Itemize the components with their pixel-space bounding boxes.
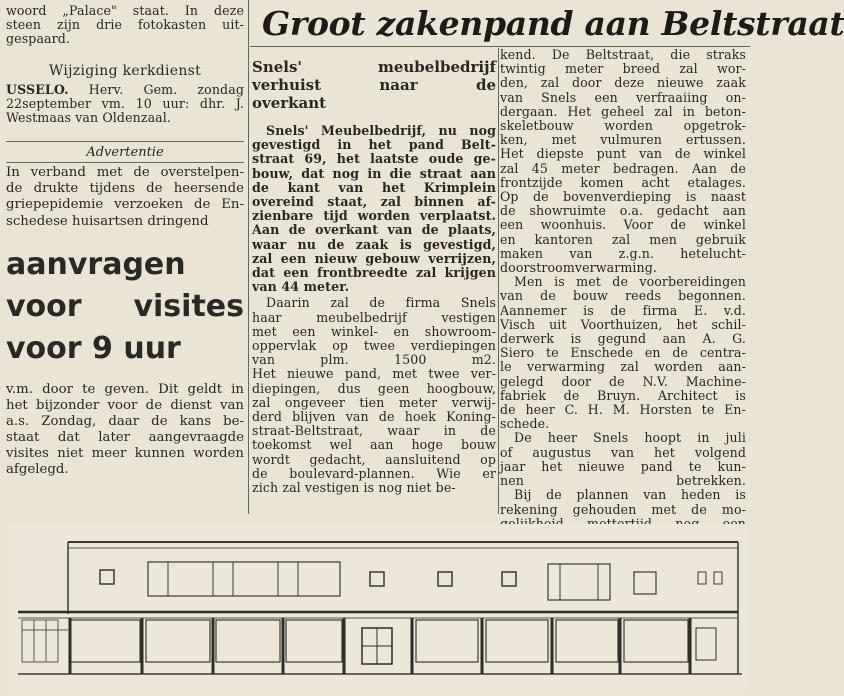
body-line: frontzijde komen acht etalages. [500, 174, 746, 190]
ad-text-line: In verband met de overstelpen- [6, 165, 244, 181]
ad-text-line: v.m. door te geven. Dit geldt in [6, 381, 244, 397]
lead-line: straat 69, het laatste oude ge- [252, 151, 496, 167]
body-line: met een winkel- en showroom- [252, 323, 496, 339]
body-line: jaar het nieuwe pand te kun- [500, 458, 746, 474]
body-line: toekomst wel aan hoge bouw [252, 437, 496, 453]
subhead-line: Snels' meubelbedrijf [252, 58, 496, 76]
article-subhead [252, 58, 496, 112]
text-line: 22september vm. 10 uur: dhr. J. [6, 95, 244, 111]
lead-line: Snels' Meubelbedrijf, nu nog [266, 123, 496, 138]
body-line: Op de bovenverdieping is naast [500, 189, 746, 205]
body-line: gelegd door de N.V. Machine- [500, 373, 746, 389]
body-line: nen betrekken. [500, 473, 746, 489]
subhead-line: overkant [252, 94, 327, 112]
body-line: Het diepste punt van de winkel [500, 146, 746, 162]
body-line: de boulevard-plannen. Wie er [252, 465, 496, 481]
body-line: oppervlak op twee verdiepingen [252, 338, 496, 354]
church-notice [6, 83, 244, 126]
lead-line: waar nu de zaak is gevestigd, [252, 236, 496, 252]
ad-text-line: visites niet meer kunnen worden [6, 445, 244, 461]
body-line: Bij de plannen van heden is [514, 487, 746, 503]
body-line: rekening gehouden met de mo- [500, 501, 746, 517]
lead-line: bouw, dat nog in die straat aan [252, 165, 496, 181]
body-line: le verwarming zal worden aan- [500, 359, 746, 375]
lead-line: van 44 meter. [252, 279, 350, 295]
text-line: woord „Palace" staat. In deze [6, 3, 244, 18]
column-rule-left [248, 0, 249, 514]
body-line: van de bouw reeds begonnen. [500, 288, 746, 304]
ad-text-line: schedese huisartsen dringend [6, 213, 209, 229]
lead-line: Aan de overkant van de plaats, [252, 222, 496, 238]
article-headline: Groot zakenpand aan Beltstraat [262, 4, 844, 43]
ad-label-rule [6, 162, 244, 163]
body-line: Men is met de voorbereidingen [514, 274, 746, 290]
ad-big-line: aanvragen [6, 246, 186, 282]
ad-text-line: het bijzonder voor de dienst van [6, 397, 244, 413]
lead-line: dat een frontbreedte zal krijgen [252, 265, 496, 281]
body-line: de heer C. H. M. Horsten te En- [500, 402, 746, 418]
left-column [6, 0, 244, 478]
body-line: straat-Beltstraat, waar in de [252, 423, 496, 439]
subhead-line: verhuist naar de [252, 76, 496, 94]
body-line: skeletbouw worden opgetrok- [500, 118, 746, 134]
ad-top-rule [6, 141, 244, 142]
text-line: Westmaas van Oldenzaal. [6, 110, 172, 126]
body-line: wordt gedacht, aansluitend op [252, 451, 496, 467]
text-line: steen zijn drie fotokasten uit- [6, 17, 244, 33]
ad-headline-block [6, 244, 244, 370]
body-line: Het nieuwe pand, met twee ver- [252, 366, 496, 382]
body-line: derd blijven van de hoek Koning- [252, 409, 496, 425]
article-continuation [500, 48, 746, 559]
body-line: derwerk is gegund aan A. G. [500, 331, 746, 347]
ad-text-line: a.s. Zondag, daar de kans be- [6, 413, 244, 429]
body-line: twintig meter breed zal wor- [500, 61, 746, 77]
building-elevation-drawing [8, 524, 746, 690]
middle-column [252, 0, 496, 495]
body-line: zal 45 meter bedragen. Aan de [500, 160, 746, 176]
body-line: fabriek de Bruyn. Architect is [500, 387, 746, 403]
body-line: Siero te Enschede en de centra- [500, 345, 746, 361]
text-line: USSELO. Herv. Gem. zondag [6, 81, 244, 97]
ad-outro [6, 382, 244, 479]
body-line: den, zal door deze nieuwe zaak [500, 75, 746, 91]
article-lead [252, 124, 496, 294]
body-line: De heer Snels hoopt in juli [514, 430, 746, 446]
church-heading: Wijziging kerkdienst [48, 62, 202, 79]
body-line: Daarin zal de firma Snels [266, 295, 496, 311]
column-rule-right [498, 48, 499, 514]
body-line: doorstroomverwarming. [500, 260, 658, 276]
body-line: kend. De Beltstraat, die straks [500, 47, 746, 62]
article-body [252, 296, 496, 495]
palace-text [6, 4, 244, 47]
body-line: en kantoren zal men gebruik [500, 231, 746, 247]
ad-text-line: staat dat later aangevraagde [6, 429, 244, 445]
body-line: Visch uit Voorthuizen, het schil- [500, 316, 746, 332]
lead-line: zienbare tijd worden verplaatst. [252, 208, 496, 224]
body-line: zal ongeveer tien meter verwij- [252, 394, 496, 410]
body-line: zich zal vestigen is nog niet be- [252, 480, 456, 496]
right-column [500, 0, 746, 559]
building-sketch [8, 524, 746, 690]
ad-big-line: voor 9 uur [6, 330, 181, 366]
body-line: schede. [500, 416, 550, 432]
ad-text-line: griepepidemie verzoeken de En- [6, 197, 244, 213]
body-line: maken van z.g.n. hetelucht- [500, 245, 746, 261]
body-line: de showruimte o.a. gedacht aan [500, 203, 746, 219]
text-line: gespaard. [6, 31, 71, 47]
body-line: haar meubelbedrijf vestigen [252, 309, 496, 325]
ad-label: Advertentie [86, 145, 164, 161]
ad-big-line: voor visites [6, 288, 244, 324]
body-line: van plm. 1500 m2. [252, 352, 496, 368]
ad-intro [6, 165, 244, 229]
lead-line: overeind staat, zal binnen af- [252, 194, 496, 210]
body-line: Aannemer is de firma E. v.d. [500, 302, 746, 318]
lead-line: zal een nieuw gebouw verrijzen, [252, 250, 496, 266]
body-line: of augustus van het volgend [500, 444, 746, 460]
ad-text-line: afgelegd. [6, 462, 69, 478]
ad-text-line: de drukte tijdens de heersende [6, 181, 244, 197]
body-line: van Snels een verfraaiing on- [500, 89, 746, 105]
body-line: ken, met vulmuren ertussen. [500, 132, 746, 148]
lead-line: gevestigd in het pand Belt- [252, 137, 496, 153]
body-line: dergaan. Het geheel zal in beton- [500, 103, 746, 119]
lead-line: de kant van het Krimplein [252, 179, 496, 195]
body-line: een woonhuis. Voor de winkel [500, 217, 746, 233]
body-line: diepingen, dus geen hoogbouw, [252, 380, 496, 396]
